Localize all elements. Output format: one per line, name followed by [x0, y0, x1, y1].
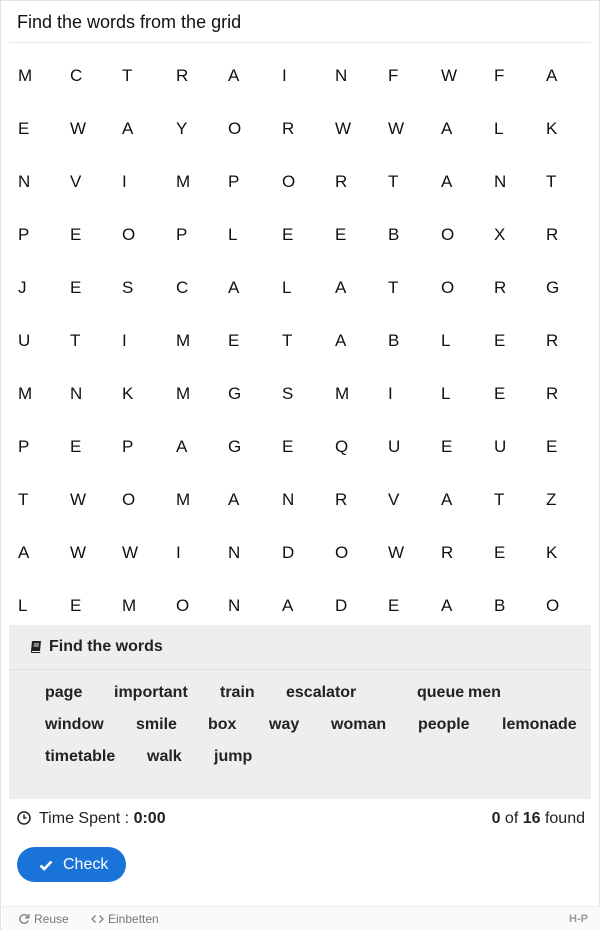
word-item: jump: [214, 748, 253, 765]
grid-cell[interactable]: O: [546, 595, 560, 615]
letter-grid[interactable]: [9, 49, 593, 625]
embed-label: Einbetten: [108, 912, 159, 926]
grid-cell[interactable]: S: [282, 383, 294, 403]
grid-cell[interactable]: O: [441, 277, 455, 297]
grid-cell[interactable]: L: [228, 224, 238, 244]
grid-cell[interactable]: N: [494, 171, 507, 191]
grid-cell[interactable]: O: [122, 224, 136, 244]
grid-cell[interactable]: J: [18, 277, 27, 297]
book-icon: [29, 640, 43, 654]
status-bar: [17, 809, 585, 829]
time-spent-label: Time Spent :: [39, 810, 134, 827]
check-button[interactable]: [17, 847, 126, 882]
words-panel-header: [9, 625, 591, 670]
grid-cell[interactable]: W: [388, 118, 405, 138]
grid-cell[interactable]: R: [282, 118, 295, 138]
check-icon: [39, 858, 53, 872]
grid-cell[interactable]: Z: [546, 489, 557, 509]
grid-cell[interactable]: E: [282, 436, 294, 456]
word-item: men: [468, 684, 501, 701]
grid-cell[interactable]: V: [388, 489, 400, 509]
word-item: window: [45, 716, 104, 733]
grid-cell[interactable]: A: [441, 171, 453, 191]
word-item: way: [269, 716, 300, 733]
grid-cell[interactable]: Y: [176, 118, 188, 138]
grid-cell[interactable]: D: [335, 595, 348, 615]
grid-cell[interactable]: K: [122, 383, 134, 403]
grid-cell[interactable]: E: [228, 330, 240, 350]
grid-cell[interactable]: T: [70, 330, 81, 350]
h5p-logo: H-P: [569, 913, 588, 925]
grid-cell[interactable]: B: [388, 224, 400, 244]
words-panel-title: Find the words: [49, 638, 163, 655]
grid-cell[interactable]: X: [494, 224, 506, 244]
grid-cell[interactable]: P: [176, 224, 188, 244]
grid-cell[interactable]: D: [282, 542, 295, 562]
grid-cell[interactable]: U: [494, 436, 507, 456]
grid-cell[interactable]: C: [176, 277, 189, 297]
reuse-label: Reuse: [34, 912, 69, 926]
grid-cell[interactable]: G: [546, 277, 560, 297]
grid-cell[interactable]: M: [18, 383, 33, 403]
grid-cell[interactable]: A: [441, 118, 453, 138]
grid-cell[interactable]: E: [388, 595, 400, 615]
grid-cell[interactable]: M: [18, 65, 33, 85]
grid-cell[interactable]: O: [335, 542, 349, 562]
grid-cell[interactable]: L: [441, 383, 451, 403]
word-item: walk: [147, 748, 182, 765]
grid-cell[interactable]: T: [494, 489, 505, 509]
grid-cell[interactable]: M: [335, 383, 350, 403]
grid-cell[interactable]: C: [70, 65, 83, 85]
grid-cell[interactable]: O: [282, 171, 296, 191]
word-item: escalator: [286, 684, 357, 701]
grid-cell[interactable]: V: [70, 171, 82, 191]
grid-cell[interactable]: W: [70, 542, 87, 562]
grid-cell[interactable]: R: [546, 330, 559, 350]
grid-cell[interactable]: W: [70, 118, 87, 138]
grid-cell[interactable]: O: [441, 224, 455, 244]
word-item: people: [418, 716, 470, 733]
found-of: of: [500, 810, 523, 827]
grid-cell[interactable]: I: [388, 383, 393, 403]
grid-cell[interactable]: R: [546, 224, 559, 244]
grid-cell[interactable]: W: [70, 489, 87, 509]
grid-cell[interactable]: O: [176, 595, 190, 615]
task-title: Find the words from the grid: [17, 12, 242, 32]
grid-cell[interactable]: W: [335, 118, 352, 138]
grid-cell[interactable]: E: [335, 224, 347, 244]
word-item: lemonade: [502, 716, 577, 733]
grid-cell[interactable]: S: [122, 277, 134, 297]
grid-cell[interactable]: O: [228, 118, 242, 138]
grid-cell[interactable]: R: [335, 489, 348, 509]
grid-cell[interactable]: L: [282, 277, 292, 297]
grid-cell[interactable]: R: [176, 65, 189, 85]
grid-cell[interactable]: T: [388, 171, 399, 191]
grid-cell[interactable]: W: [388, 542, 405, 562]
word-item: queue: [417, 684, 465, 701]
grid-cell[interactable]: R: [546, 383, 559, 403]
time-spent: [39, 810, 166, 828]
word-item: train: [220, 684, 255, 701]
grid-cell[interactable]: A: [441, 595, 453, 615]
grid-cell[interactable]: A: [335, 277, 347, 297]
grid-cell[interactable]: T: [122, 65, 133, 85]
grid-cell[interactable]: Q: [335, 436, 349, 456]
footer-bar: [2, 906, 600, 930]
grid-cell[interactable]: N: [18, 171, 31, 191]
grid-cell[interactable]: M: [176, 330, 191, 350]
grid-cell[interactable]: E: [70, 277, 82, 297]
grid-cell[interactable]: N: [228, 542, 241, 562]
grid-cell[interactable]: A: [228, 65, 240, 85]
word-item: woman: [331, 716, 387, 733]
grid-cell[interactable]: K: [546, 118, 558, 138]
grid-cell[interactable]: W: [122, 542, 139, 562]
grid-cell[interactable]: M: [176, 383, 191, 403]
grid-cell[interactable]: A: [335, 330, 347, 350]
grid-cell[interactable]: T: [18, 489, 29, 509]
grid-cell[interactable]: E: [494, 542, 506, 562]
grid-cell[interactable]: E: [18, 118, 30, 138]
found-count: 0: [491, 810, 501, 827]
grid-cell[interactable]: A: [176, 436, 188, 456]
grid-cell[interactable]: I: [282, 65, 287, 85]
grid-cell[interactable]: E: [70, 436, 82, 456]
grid-cell[interactable]: E: [70, 595, 82, 615]
grid-cell[interactable]: O: [122, 489, 136, 509]
title-divider: [9, 42, 591, 43]
found-total: 16: [522, 810, 541, 827]
grid-cell[interactable]: P: [122, 436, 134, 456]
word-item: box: [208, 716, 237, 733]
reuse-icon: [18, 913, 30, 925]
word-item: page: [45, 684, 83, 701]
grid-cell[interactable]: I: [122, 171, 127, 191]
grid-cell[interactable]: T: [546, 171, 557, 191]
grid-cell[interactable]: P: [228, 171, 240, 191]
grid-cell[interactable]: A: [18, 542, 30, 562]
found-label: found: [540, 810, 585, 827]
grid-cell[interactable]: T: [282, 330, 293, 350]
grid-cell[interactable]: E: [70, 224, 82, 244]
grid-cell[interactable]: R: [335, 171, 348, 191]
grid-cell[interactable]: M: [176, 489, 191, 509]
grid-cell[interactable]: E: [441, 436, 453, 456]
grid-cell[interactable]: F: [494, 65, 505, 85]
grid-cell[interactable]: B: [388, 330, 400, 350]
grid-cell[interactable]: A: [228, 489, 240, 509]
grid-cell[interactable]: G: [228, 383, 242, 403]
clock-icon: [17, 811, 31, 825]
grid-cell[interactable]: W: [441, 65, 458, 85]
grid-cell[interactable]: N: [70, 383, 83, 403]
grid-cell[interactable]: I: [122, 330, 127, 350]
grid-cell[interactable]: L: [18, 595, 28, 615]
grid-cell[interactable]: T: [388, 277, 399, 297]
grid-cell[interactable]: E: [494, 383, 506, 403]
grid-cell[interactable]: A: [441, 489, 453, 509]
grid-cell[interactable]: I: [176, 542, 181, 562]
embed-button[interactable]: [91, 912, 159, 926]
grid-cell[interactable]: N: [335, 65, 348, 85]
word-item: important: [114, 684, 188, 701]
word-item: timetable: [45, 748, 116, 765]
time-spent-value: 0:00: [133, 810, 166, 827]
grid-cell[interactable]: U: [388, 436, 401, 456]
grid-cell[interactable]: B: [494, 595, 506, 615]
grid-cell[interactable]: R: [494, 277, 507, 297]
grid-cell[interactable]: G: [228, 436, 242, 456]
reuse-button[interactable]: [18, 912, 69, 926]
grid-cell[interactable]: N: [228, 595, 241, 615]
grid-cell[interactable]: P: [18, 436, 30, 456]
code-icon: [91, 913, 104, 925]
grid-cell[interactable]: R: [441, 542, 454, 562]
grid-cell[interactable]: A: [122, 118, 134, 138]
grid-cell[interactable]: A: [228, 277, 240, 297]
grid-cell[interactable]: L: [441, 330, 451, 350]
found-counter: [492, 810, 585, 828]
word-item: smile: [136, 716, 177, 733]
grid-cell[interactable]: E: [282, 224, 294, 244]
grid-cell[interactable]: E: [494, 330, 506, 350]
grid-cell[interactable]: A: [546, 65, 558, 85]
grid-cell[interactable]: M: [176, 171, 191, 191]
grid-cell[interactable]: M: [122, 595, 137, 615]
grid-cell[interactable]: P: [18, 224, 30, 244]
grid-cell[interactable]: L: [494, 118, 504, 138]
check-button-label: Check: [63, 855, 109, 873]
grid-cell[interactable]: K: [546, 542, 558, 562]
grid-cell[interactable]: F: [388, 65, 399, 85]
grid-cell[interactable]: E: [546, 436, 558, 456]
grid-cell[interactable]: U: [18, 330, 31, 350]
grid-cell[interactable]: N: [282, 489, 295, 509]
grid-cell[interactable]: A: [282, 595, 294, 615]
words-panel: [9, 625, 591, 799]
